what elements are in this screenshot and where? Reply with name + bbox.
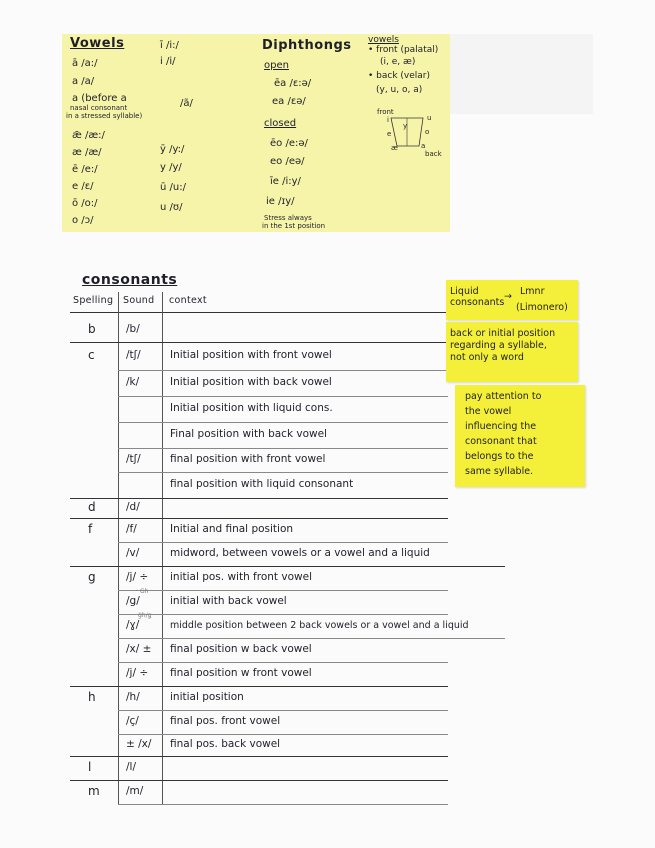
sound-cell: /m/ <box>126 785 144 797</box>
note-line: pay attention to <box>465 391 542 402</box>
row-rule <box>118 804 448 805</box>
spelling-cell: g <box>88 570 96 584</box>
sound-cell: /j/ ÷ <box>126 571 149 583</box>
note-line: the vowel <box>465 406 512 417</box>
front-vowels-set: (i, e, æ) <box>380 57 416 67</box>
sound-cell: /ç/ <box>126 715 139 727</box>
consonants-label: consonants <box>450 297 505 308</box>
sound-cell: /tʃ/ <box>126 453 141 465</box>
vowel-row: nasal consonant <box>70 104 128 112</box>
sound-cell: /b/ <box>126 323 140 335</box>
note-line: same syllable. <box>465 466 534 477</box>
context-cell: initial pos. with front vowel <box>170 571 312 583</box>
stress-note: Stress always <box>264 214 312 222</box>
consonants-heading: consonants <box>82 272 178 288</box>
mnemonic: (Limonero) <box>516 302 568 313</box>
back-vowels-set: (y, u, o, a) <box>376 85 423 95</box>
chart-vowel-a: a <box>421 142 426 150</box>
vowel-chart <box>373 108 453 160</box>
vowel-row: in a stressed syllable) <box>66 112 143 120</box>
sound-cell: /l/ <box>126 761 136 773</box>
diphthongs-heading: Diphthongs <box>262 38 352 53</box>
sound-cell: /tʃ/ <box>126 349 141 361</box>
liquid-label: Liquid <box>450 286 479 297</box>
diphthong-row: ēo /e:ə/ <box>270 138 308 149</box>
sound-annotation: ǵh/ǥ <box>138 612 152 619</box>
note-line: regarding a syllable, <box>450 340 547 351</box>
chart-vowel-y: y <box>403 122 408 130</box>
vowels-classification-heading: vowels <box>368 35 399 45</box>
chart-vowel-i: i <box>387 116 389 124</box>
vowel-row: ā /a:/ <box>72 58 98 69</box>
spelling-cell: f <box>88 522 93 536</box>
open-label: open <box>264 60 289 71</box>
header-spelling: Spelling <box>73 295 114 306</box>
nasal-vowel-symbol: /ã/ <box>180 98 193 109</box>
spelling-cell: l <box>88 760 92 774</box>
spelling-cell: b <box>88 322 96 336</box>
chart-back-label: back <box>425 150 442 158</box>
sound-cell: /f/ <box>126 523 137 535</box>
vowel-row: a /a/ <box>72 76 95 87</box>
context-cell: initial position <box>170 691 244 703</box>
context-cell: final position with liquid consonant <box>170 478 354 490</box>
note-line: not only a word <box>450 352 524 363</box>
sound-cell: /ɣ/ <box>126 619 140 631</box>
liquid-consonants-note <box>446 280 578 320</box>
vowels-heading: Vowels <box>70 36 125 51</box>
note-line: belongs to the <box>465 451 534 462</box>
vowel-row: ō /o:/ <box>72 198 98 209</box>
attention-note <box>455 385 585 487</box>
spelling-cell: h <box>88 690 96 704</box>
diphthong-row: ie /ɪy/ <box>266 196 295 207</box>
vowel-row: ū /u:/ <box>160 182 186 193</box>
chart-vowel-e: e <box>387 130 392 138</box>
context-cell: final pos. front vowel <box>170 715 281 727</box>
chart-vowel-ae: æ <box>391 144 398 152</box>
context-cell: final position with front vowel <box>170 453 326 465</box>
diphthong-row: īe /i:y/ <box>270 176 301 187</box>
header-rule <box>70 312 448 313</box>
sound-cell: /x/ ± <box>126 643 152 655</box>
chart-vowel-o: o <box>425 128 430 136</box>
spelling-cell: d <box>88 500 96 514</box>
context-cell: middle position between 2 back vowels or a vowel and a liquid <box>170 620 469 631</box>
table-row <box>70 756 510 780</box>
note-line: consonant that <box>465 436 537 447</box>
context-cell: Initial position with back vowel <box>170 376 332 388</box>
spelling-cell: c <box>88 348 95 362</box>
chart-front-label: front <box>377 108 394 116</box>
vowel-row: y /y/ <box>160 162 182 173</box>
sound-cell: ± /x/ <box>126 738 152 750</box>
vowel-row: u /ʊ/ <box>160 202 183 213</box>
note-line: back or initial position <box>450 328 556 339</box>
note-overhang <box>450 34 593 114</box>
closed-label: closed <box>264 118 297 129</box>
vowel-row: e /ɛ/ <box>72 181 94 192</box>
context-cell: Initial position with liquid cons. <box>170 402 333 414</box>
arrow-icon: → <box>504 291 512 302</box>
front-vowels-label: • front (palatal) <box>368 45 439 55</box>
context-cell: final position w back vowel <box>170 643 312 655</box>
vowel-row: ȳ /y:/ <box>160 144 185 155</box>
note-line: influencing the <box>465 421 537 432</box>
vowel-row: ē /e:/ <box>72 164 98 175</box>
sound-cell: /v/ <box>126 547 140 559</box>
vowel-row: æ /æ/ <box>72 147 102 158</box>
diphthong-row: ea /ɛə/ <box>272 96 306 107</box>
sound-cell: /h/ <box>126 691 140 703</box>
context-cell: final position w front vowel <box>170 667 312 679</box>
vowel-row: i /i/ <box>160 56 176 67</box>
stress-note: in the 1st position <box>262 222 326 230</box>
context-cell: Final position with back vowel <box>170 428 327 440</box>
sound-cell: /g/ <box>126 595 140 607</box>
vowel-row: a (before a <box>72 93 127 104</box>
vowel-row: ǣ /æ:/ <box>72 130 105 141</box>
chart-vowel-u: u <box>427 114 432 122</box>
liquid-letters: Lmnr <box>520 286 545 297</box>
diphthong-row: eo /eə/ <box>270 156 305 167</box>
sound-cell: /j/ ÷ <box>126 667 149 679</box>
context-cell: Initial and final position <box>170 523 294 535</box>
vowel-row: o /ɔ/ <box>72 215 94 226</box>
vowel-row: ī /i:/ <box>160 40 179 51</box>
diphthong-row: ēa /ɛ:ə/ <box>274 78 312 89</box>
context-cell: final pos. back vowel <box>170 738 281 750</box>
back-vowels-label: • back (velar) <box>368 71 431 81</box>
header-context: context <box>169 295 207 306</box>
syllable-position-note <box>446 322 578 382</box>
context-cell: Initial position with front vowel <box>170 349 332 361</box>
sound-cell: /d/ <box>126 501 140 513</box>
header-sound: Sound <box>123 295 155 306</box>
sound-annotation: Gh <box>140 588 149 595</box>
sound-cell: /k/ <box>126 376 140 388</box>
context-cell: midword, between vowels or a vowel and a liquid <box>170 547 430 559</box>
spelling-cell: m <box>88 784 100 798</box>
context-cell: initial with back vowel <box>170 595 287 607</box>
